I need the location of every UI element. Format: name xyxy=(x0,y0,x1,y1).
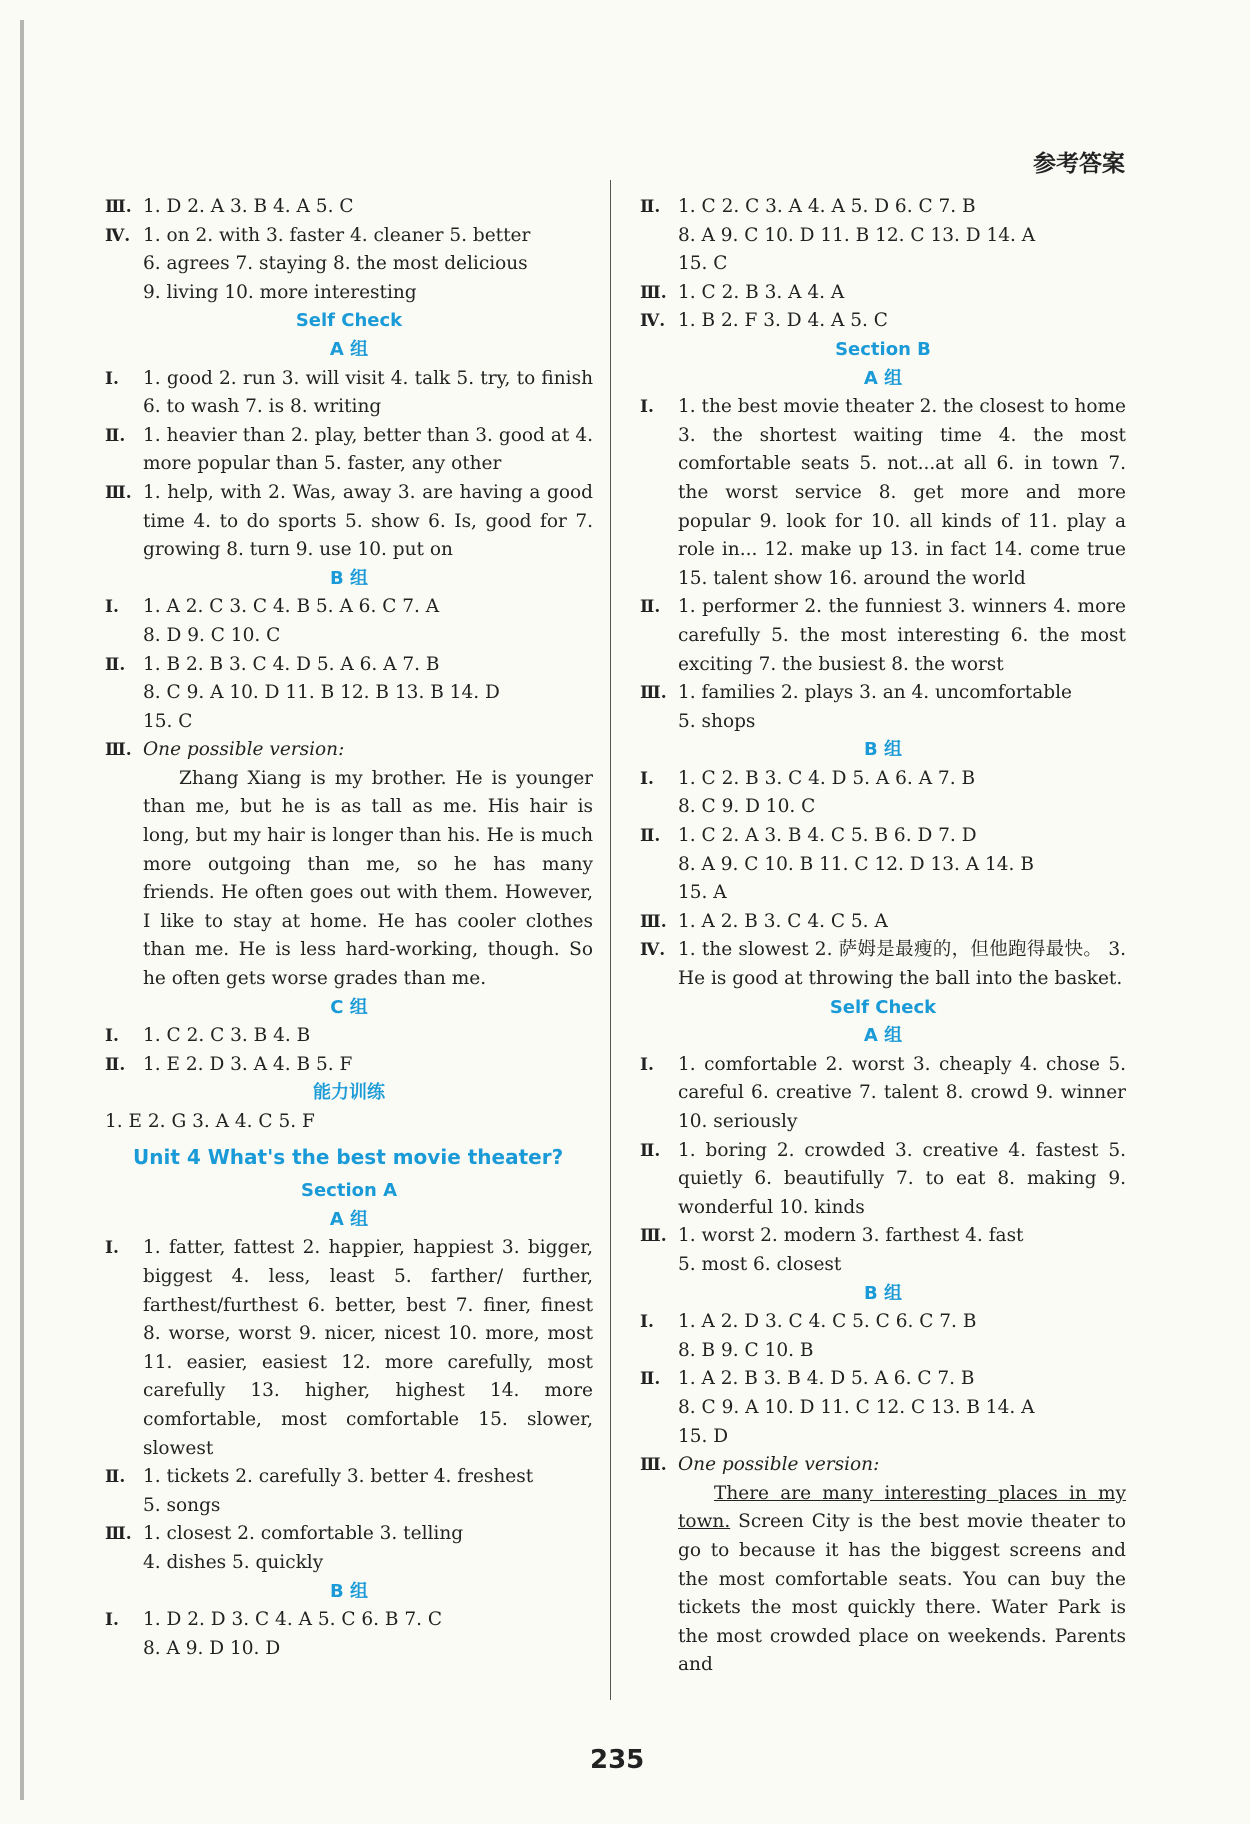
answer-continuation: 15. C xyxy=(143,710,193,732)
right-column xyxy=(640,193,1126,1680)
answer-row: Ⅱ. 1. boring 2. crowded 3. creative 4. fastest 5. quietly 6. beautifully 7. to eat 8. making 9. wonderful 10. kinds xyxy=(640,1139,1126,1218)
answer-continuation: 8. A 9. C 10. D 11. B 12. C 13. D 14. A xyxy=(678,224,1036,246)
binding-edge xyxy=(20,20,24,1800)
answer-row: Ⅰ. 1. A 2. D 3. C 4. C 5. C 6. C 7. B xyxy=(640,1311,977,1333)
answer-row: Ⅲ. 1. D 2. A 3. B 4. A 5. C xyxy=(105,196,354,217)
column-divider xyxy=(610,180,611,1700)
answer-row: Ⅲ. 1. worst 2. modern 3. farthest 4. fast xyxy=(640,1225,1024,1247)
answer-continuation: 8. A 9. C 10. B 11. C 12. D 13. A 14. B xyxy=(678,853,1034,875)
answer-continuation: 15. C xyxy=(678,253,728,275)
answer-row: Ⅰ. 1. good 2. run 3. will visit 4. talk 5. try, to finish 6. to wash 7. is 8. writing xyxy=(105,367,593,418)
answer-row: Ⅰ. 1. D 2. D 3. C 4. A 5. C 6. B 7. C xyxy=(105,1609,443,1631)
section-heading-a: Section A xyxy=(301,1180,397,1202)
answer-row: Ⅱ. 1. B 2. B 3. C 4. D 5. A 6. A 7. B xyxy=(105,653,440,675)
group-heading-a: A 组 xyxy=(329,1208,369,1230)
answer-row: Ⅳ. 1. the slowest 2. 萨姆是最瘦的，但他跑得最快。 3. He is good at throwing the ball into the basket. xyxy=(640,939,1126,990)
page-number: 235 xyxy=(590,1745,645,1775)
section-heading-ability: 能力训练 xyxy=(313,1082,385,1104)
group-heading-b: B 组 xyxy=(864,1282,902,1304)
group-heading-b: B 组 xyxy=(330,567,368,589)
answer-row: Ⅱ. 1. E 2. D 3. A 4. B 5. F xyxy=(105,1053,353,1075)
answer-row: Ⅲ. 1. C 2. B 3. A 4. A xyxy=(640,281,845,303)
answer-row: Ⅰ. 1. C 2. C 3. B 4. B xyxy=(105,1025,311,1047)
unit-title: Unit 4 What's the best movie theater? xyxy=(133,1144,564,1169)
answer-continuation: 8. C 9. D 10. C xyxy=(678,796,816,818)
answer-row: Ⅱ. 1. tickets 2. carefully 3. better 4. freshest xyxy=(105,1466,534,1488)
answer-continuation: 8. C 9. A 10. D 11. B 12. B 13. B 14. D xyxy=(143,682,500,704)
group-heading-a: A 组 xyxy=(863,367,903,389)
section-heading-b: Section B xyxy=(835,338,931,360)
answer-row: Ⅲ. 1. help, with 2. Was, away 3. are having a good time 4. to do sports 5. show 6. Is, good for 7. growing 8. turn 9. use 10. put on xyxy=(105,481,593,561)
answer-row: Ⅱ. 1. C 2. A 3. B 4. C 5. B 6. D 7. D xyxy=(640,825,977,847)
answer-row: Ⅳ. 1. on 2. with 3. faster 4. cleaner 5. better xyxy=(105,224,531,246)
answer-continuation: 6. agrees 7. staying 8. the most delicious xyxy=(143,253,528,275)
answer-continuation: 8. B 9. C 10. B xyxy=(678,1339,814,1361)
sample-essay: Zhang Xiang is my brother. He is younger than me, but he is as tall as me. His hair is long, but my hair is longer than his. He is much more outgoing than me, so he has many friends. He often goes out with them. However, I like to stay at home. He has cooler clothes than me. He is less hard-working, though. So he often gets worse grades than me. xyxy=(143,767,593,990)
left-column xyxy=(105,193,593,1663)
essay-topic-sentence: There are many interesting places in my town. xyxy=(678,1482,1126,1533)
answer-continuation: 15. D xyxy=(678,1425,729,1447)
answer-continuation: 8. C 9. A 10. D 11. C 12. C 13. B 14. A xyxy=(678,1396,1035,1418)
group-heading-b: B 组 xyxy=(864,739,902,761)
answer-row: Ⅲ. 1. closest 2. comfortable 3. telling xyxy=(105,1523,464,1545)
answer-row: Ⅰ. 1. the best movie theater 2. the closest to home 3. the shortest waiting time 4. the most comfortable seats 5. not...at all 6. in town 7. the worst service 8. get more and more popular 9. look for 10. all kinds of 11. play a role in... 12. make up 13. in fact 14. come true 15. talent show 16. around the world xyxy=(640,396,1126,589)
group-heading-b: B 组 xyxy=(330,1580,368,1602)
section-heading-self-check: Self Check xyxy=(829,996,937,1018)
answer-continuation: 15. A xyxy=(678,882,727,904)
answer-continuation: 4. dishes 5. quickly xyxy=(143,1551,324,1573)
answer-continuation: 5. shops xyxy=(678,710,756,732)
group-heading-a: A 组 xyxy=(329,338,369,360)
page-header-title: 参考答案 xyxy=(1033,151,1125,177)
group-heading-c: C 组 xyxy=(330,996,368,1018)
answer-continuation: 5. most 6. closest xyxy=(678,1253,842,1275)
answer-row: Ⅱ. 1. heavier than 2. play, better than 3. good at 4. more popular than 5. faster, any other xyxy=(105,424,593,475)
answer-row: Ⅰ. 1. A 2. C 3. C 4. B 5. A 6. C 7. A xyxy=(105,596,440,618)
sample-essay xyxy=(640,1480,1126,1680)
answer-row: Ⅲ. 1. A 2. B 3. C 4. C 5. A xyxy=(640,910,888,932)
answer-row: Ⅲ. One possible version: xyxy=(640,1454,880,1476)
answer-row: Ⅱ. 1. C 2. C 3. A 4. A 5. D 6. C 7. B xyxy=(640,196,976,217)
group-heading-a: A 组 xyxy=(863,1025,903,1047)
answer-row: Ⅲ. One possible version: xyxy=(105,739,345,761)
essay-body: Screen City is the best movie theater to go to because it has the biggest screens and the most comfortable seats. You can buy the tickets the most quickly there. Water Park is the most crowded place on weekends. Parents and xyxy=(678,1511,1126,1676)
ability-answers: 1. E 2. G 3. A 4. C 5. F xyxy=(105,1111,315,1132)
answer-row: Ⅱ. 1. A 2. B 3. B 4. D 5. A 6. C 7. B xyxy=(640,1368,975,1390)
answer-continuation: 8. D 9. C 10. C xyxy=(143,624,281,646)
answer-continuation: 5. songs xyxy=(143,1494,221,1516)
answer-continuation: 9. living 10. more interesting xyxy=(143,281,417,303)
answer-row: Ⅲ. 1. families 2. plays 3. an 4. uncomfortable xyxy=(640,682,1072,704)
answer-row: Ⅰ. 1. fatter, fattest 2. happier, happiest 3. bigger, biggest 4. less, least 5. farther/ further, farthest/furthest 6. better, best 7. finer, finest 8. worse, worst 9. nicer, nicest 10. more, most 11. easier, easiest 12. more carefully, most carefully 13. higher, highest 14. more comfortable, most comfortable 15. slower, slowest xyxy=(105,1237,593,1459)
answer-row: Ⅰ. 1. C 2. B 3. C 4. D 5. A 6. A 7. B xyxy=(640,767,976,789)
answer-continuation: 8. A 9. D 10. D xyxy=(143,1637,281,1659)
section-heading-self-check: Self Check xyxy=(295,310,403,332)
answer-row: Ⅳ. 1. B 2. F 3. D 4. A 5. C xyxy=(640,310,888,332)
answer-row: Ⅰ. 1. comfortable 2. worst 3. cheaply 4. chose 5. careful 6. creative 7. talent 8. crowd 9. winner 10. seriously xyxy=(640,1053,1126,1132)
answer-row: Ⅱ. 1. performer 2. the funniest 3. winners 4. more carefully 5. the most interesting 6. the most exciting 7. the busiest 8. the worst xyxy=(640,596,1126,675)
